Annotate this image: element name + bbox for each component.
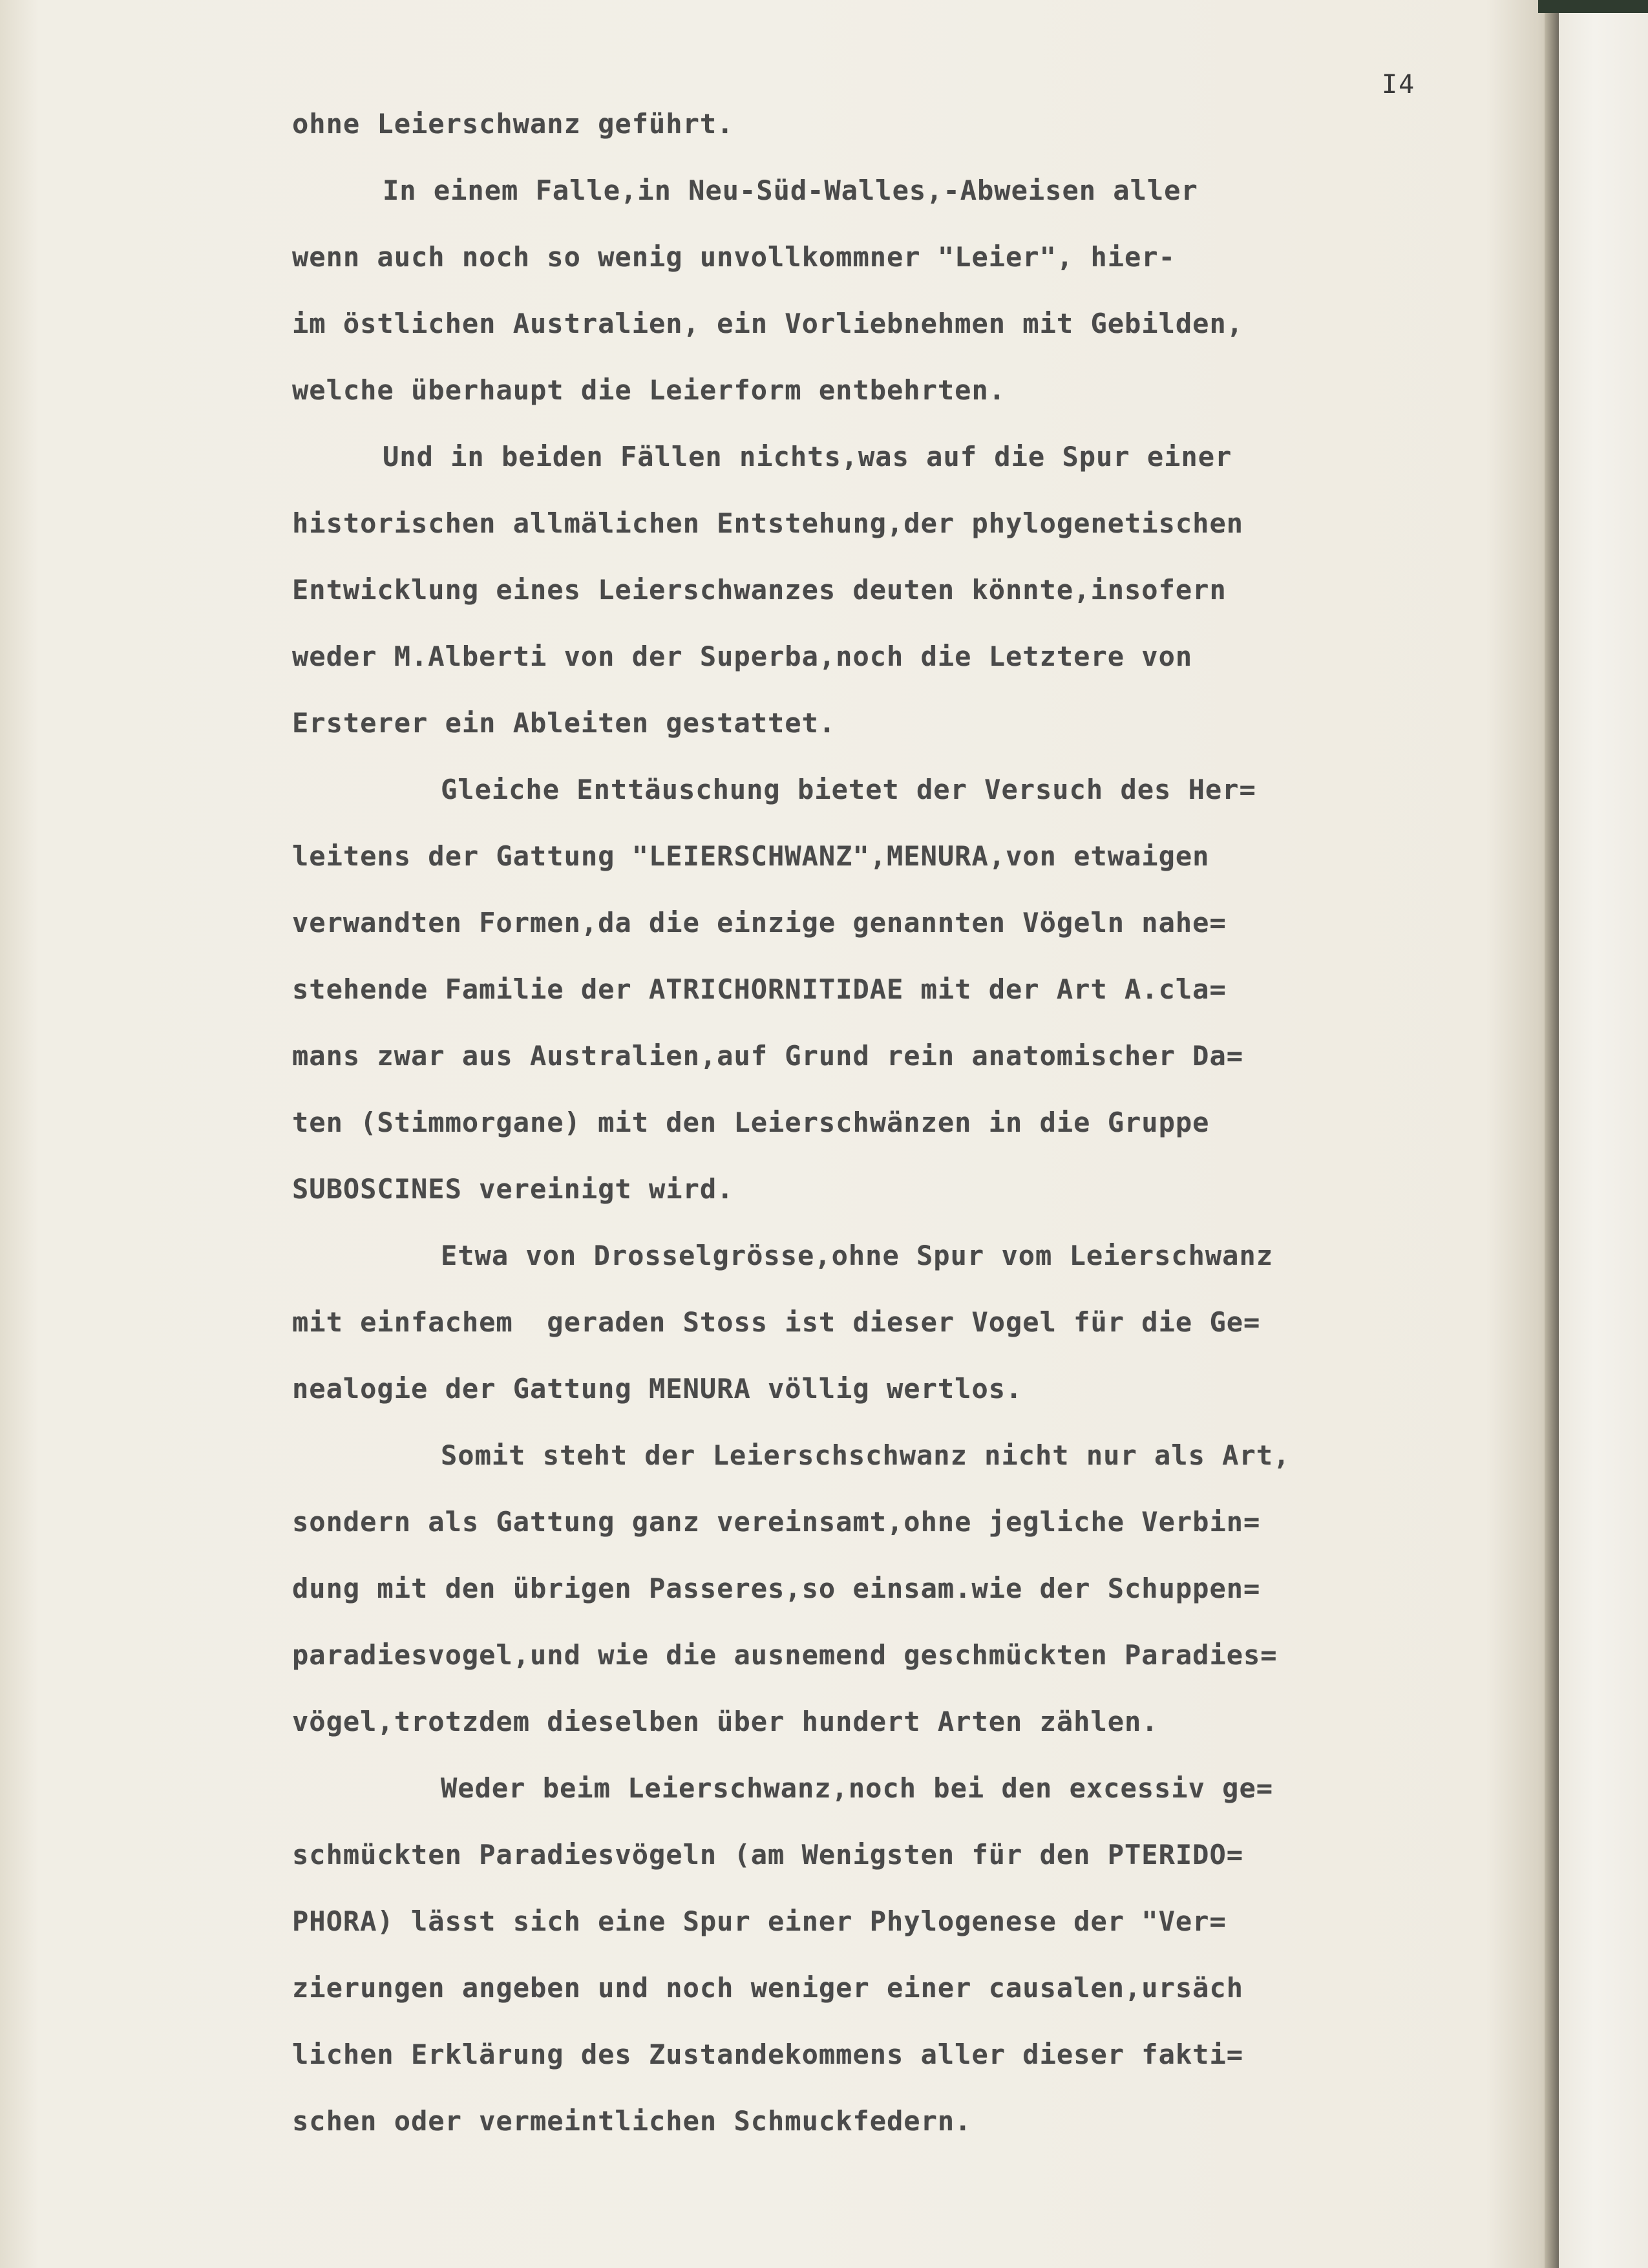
text-line: leitens der Gattung "LEIERSCHWANZ",MENURA,von etwaigen [292,840,1210,872]
text-line: welche überhaupt die Leierform entbehrten. [292,374,1006,406]
text-line: vögel,trotzdem dieselben über hundert Arten zählen. [292,1706,1159,1737]
text-line: schmückten Paradiesvögeln (am Wenigsten für den PTERIDO= [292,1839,1244,1871]
text-line: Und in beiden Fällen nichts,was auf die Spur einer [383,441,1232,472]
text-line: im östlichen Australien, ein Vorliebnehmen mit Gebilden, [292,308,1244,339]
text-line: In einem Falle,in Neu-Süd-Walles,-Abweisen aller [383,175,1198,206]
text-line: ten (Stimmorgane) mit den Leierschwänzen in die Gruppe [292,1107,1210,1138]
text-line: lichen Erklärung des Zustandekommens aller dieser fakti= [292,2039,1244,2070]
text-line: dung mit den übrigen Passeres,so einsam.wie der Schuppen= [292,1573,1261,1604]
text-line: stehende Familie der ATRICHORNITIDAE mit der Art A.cla= [292,973,1227,1005]
text-line: Etwa von Drosselgrösse,ohne Spur vom Leierschwanz [441,1240,1274,1271]
text-line: weder M.Alberti von der Superba,noch die Letztere von [292,641,1193,672]
text-line: Somit steht der Leierschschwanz nicht nur als Art, [441,1439,1291,1471]
text-line: historischen allmälichen Entstehung,der phylogenetischen [292,507,1244,539]
text-line: nealogie der Gattung MENURA völlig wertlos. [292,1373,1023,1404]
text-line: Ersterer ein Ableiten gestattet. [292,707,836,739]
text-line: mit einfachem geraden Stoss ist dieser Vogel für die Ge= [292,1306,1261,1338]
typed-text-body [292,90,1520,2154]
text-line: zierungen angeben und noch weniger einer causalen,ursäch [292,1972,1244,2004]
page-edge-shadow [1545,0,1559,2268]
text-line: verwandten Formen,da die einzige genannten Vögeln nahe= [292,907,1227,938]
page-number: I4 [1382,70,1416,100]
text-line: Gleiche Enttäuschung bietet der Versuch des Her= [441,774,1256,805]
text-line: PHORA) lässt sich eine Spur einer Phylogenese der "Ver= [292,1905,1227,1937]
background-strip [1559,0,1648,2268]
text-line: mans zwar aus Australien,auf Grund rein anatomischer Da= [292,1040,1244,1072]
text-line: Entwicklung eines Leierschwanzes deuten könnte,insofern [292,574,1227,606]
text-line: SUBOSCINES vereinigt wird. [292,1173,734,1205]
text-line: wenn auch noch so wenig unvollkommner "Leier", hier- [292,241,1176,273]
text-line: paradiesvogel,und wie die ausnemend geschmückten Paradies= [292,1639,1278,1671]
text-line: Weder beim Leierschwanz,noch bei den excessiv ge= [441,1772,1274,1804]
text-line: schen oder vermeintlichen Schmuckfedern. [292,2105,972,2137]
top-right-dark-corner [1538,0,1648,13]
text-line: ohne Leierschwanz geführt. [292,108,734,140]
text-line: sondern als Gattung ganz vereinsamt,ohne jegliche Verbin= [292,1506,1261,1538]
